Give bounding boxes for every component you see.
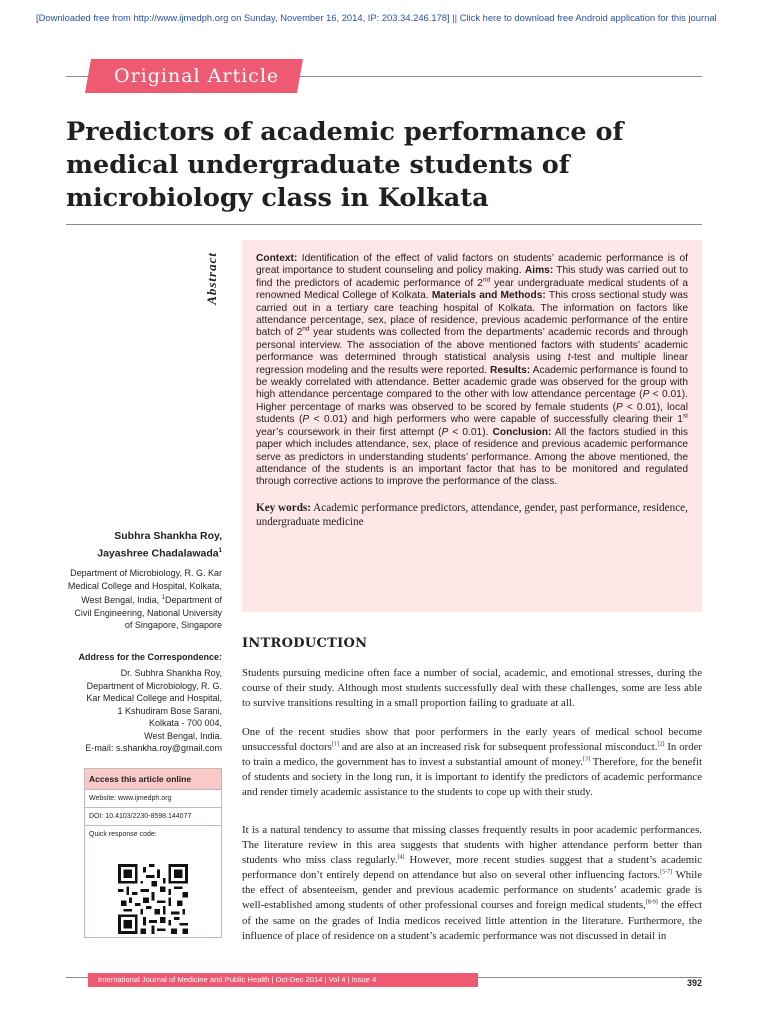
results-text-2: < 0.01). Higher percentage of marks was observed to be scored by female students ( — [256, 389, 689, 413]
introduction-heading: INTRODUCTION — [242, 636, 368, 651]
corr-line: Department of Microbiology, R. G. — [86, 680, 222, 691]
corr-line: Dr. Subhra Shankha Roy, — [120, 668, 222, 678]
qr-label: Quick response code: — [89, 831, 157, 838]
affiliation-text: Department of Microbiology, R. G. Kar Medical College and Hospital, Kolkata, West Bengal, India, — [67, 568, 222, 605]
section-tab — [85, 59, 303, 93]
aims-sup: nd — [482, 276, 491, 284]
corr-line: Kar Medical College and Hospital, — [86, 693, 222, 703]
results-text: Academic performance is found to be weakly correlated with attendance. Better academic grade was observed for the group with high attendance percentage compared to the other with low attendance percentage ( — [256, 364, 689, 401]
intro-paragraph-3 — [242, 823, 702, 944]
page-number: 392 — [686, 978, 702, 988]
corr-line: Kolkata - 700 004, — [148, 718, 222, 728]
journal-footer: International Journal of Medicine and Public Health | Oct-Dec 2014 | Vol 4 | Issue 4 — [88, 973, 478, 987]
methods-label: Materials and Methods: — [431, 290, 546, 302]
abstract-label: Abstract — [204, 252, 219, 305]
p3-text-4: the effect of the same on the grades of India medicos received little attention in the literature. Furthermore, the influence of place of residence on a student’s academic performance was not discussed in detail in — [242, 899, 702, 942]
p-italic: P — [441, 426, 449, 438]
corr-line: 1 Kshudiram Bose Sarani, — [117, 705, 222, 716]
methods-text: This cross sectional study was carried out in a tertiary care teaching hospital of Kolkata. The information on factors like attendance percentage, sex, place of residence, previous academic performance of the entire batch of 2 — [256, 290, 688, 339]
abstract-box — [242, 240, 702, 612]
article-title: Predictors of academic performance of medical undergraduate students of microbiology class in Kolkata — [66, 117, 624, 213]
results-text-5: year’s coursework in their first attempt ( — [256, 426, 442, 438]
citation-ref[interactable]: [3] — [582, 756, 590, 763]
keywords-text: Academic performance predictors, attendance, gender, past performance, residence, undergraduate medicine — [256, 501, 688, 528]
intro-paragraph-1: Students pursuing medicine often face a number of social, academic, and emotional stresses, during the course of their study. Although most students successfully deal with these challenges, some are less able to survive transitions resulting in a small proportion failing to graduate at all. — [242, 667, 702, 710]
access-heading: Access this article online — [85, 769, 221, 790]
abstract-text — [256, 253, 688, 489]
keywords-label: Key words: — [256, 501, 311, 514]
website-link[interactable]: Website: www.ijmedph.org — [85, 790, 221, 808]
affiliation-sup: 1 — [161, 595, 165, 601]
doi-link[interactable]: DOI: 10.4103/2230-8598.144077 — [85, 808, 221, 826]
p2-text-4: Therefore, for the benefit of students and society in the long run, it is important to identify the predictors of academic performance and render timely academic assistance to the students to cope up with their study. — [242, 756, 702, 799]
results-label: Results: — [490, 364, 531, 376]
results-text-4: < 0.01) and high performers who were capable of successfully clearing their 1 — [309, 414, 683, 426]
aims-text-2: year undergraduate medical students of a renowned Medical College of Kolkata. — [256, 277, 688, 302]
download-banner[interactable]: [Downloaded free from http://www.ijmedph.org on Sunday, November 16, 2014, IP: 203.34.246.178] || Click here to download free Android application for this journal — [36, 12, 717, 23]
correspondence-heading: Address for the Correspondence: — [78, 652, 222, 662]
p3-text-3: While the effect of absenteeism, gender and previous academic performance on students’ academic grade is well-established among students of other professional courses and foreign medical students, — [242, 869, 702, 912]
context-label: Context: — [256, 253, 298, 264]
t-italic: t — [567, 352, 571, 364]
p2-text: One of the recent studies show that poor performers in the early years of medical school become unsuccessful doctors — [242, 726, 702, 754]
aims-text: This study was carried out to find the predictors of academic performance of 2 — [256, 265, 688, 289]
affiliation — [66, 567, 222, 632]
affiliation-text-2: Department of Civil Engineering, National University of Singapore, Singapore — [74, 595, 222, 630]
results-text-6: < 0.01). — [448, 426, 493, 438]
results-sup: st — [682, 412, 688, 420]
citation-ref[interactable]: [8-9] — [645, 899, 658, 906]
title-rule — [66, 224, 702, 225]
context-text: Identification of the effect of valid factors on students’ academic performance is of great importance to student counseling and policy making. — [256, 253, 688, 277]
correspondence-address — [66, 667, 222, 755]
results-text-3: < 0.01), local students ( — [256, 401, 688, 426]
access-online-box — [84, 768, 222, 938]
author-2-name: Jayashree Chadalawada — [97, 547, 219, 560]
author-list — [66, 529, 222, 562]
author-1: Subhra Shankha Roy, — [114, 530, 222, 542]
conclusion-label: Conclusion: — [492, 426, 552, 438]
citation-ref[interactable]: [2] — [657, 741, 665, 748]
keywords — [256, 501, 688, 529]
p-italic: P — [615, 401, 623, 413]
methods-text-3: -test and multiple linear regression modeling and the results were reported. — [256, 352, 688, 376]
p-italic: P — [642, 389, 650, 401]
methods-text-2: year students was collected from the departments’ academic records and through personal interview. The association of the above mentioned factors with students’ academic performance was determined through statistical analysis using — [256, 327, 688, 364]
p3-text: It is a natural tendency to assume that missing classes frequently results in poor academic performances. The literature review in this area suggests that students with higher attendance perform better than students who miss class regularly. — [242, 824, 702, 867]
citation-ref[interactable]: [1] — [331, 741, 339, 748]
qr-code-icon[interactable] — [118, 864, 188, 934]
section-tab-label: Original Article — [114, 65, 280, 87]
citation-ref[interactable]: [5-7] — [660, 869, 673, 876]
p3-text-2: However, more recent studies suggest that a student’s academic performance don’t entirely depend on attendance but also on several other influencing factors. — [242, 854, 702, 882]
corr-line: West Bengal, India. — [144, 730, 222, 741]
citation-ref[interactable]: [4] — [397, 854, 405, 861]
author-2-sup: 1 — [218, 548, 222, 554]
p2-text-3: In order to train a medico, the government has to invest a substantial amount of money. — [242, 741, 702, 769]
p2-text-2: and are also at an increased risk for subsequent professional misconduct. — [338, 741, 658, 754]
methods-sup: nd — [302, 326, 310, 334]
intro-paragraph-2 — [242, 725, 702, 800]
author-2 — [66, 544, 222, 562]
corr-email[interactable]: E-mail: s.shankha.roy@gmail.com — [85, 743, 222, 753]
p-italic: P — [302, 414, 310, 426]
conclusion-text: All the factors studied in this paper which includes attendance, sex, place of residence and previous academic performance serve as predictors in understanding students’ performance. Among the above mentioned, the attendance of the students is an important factor that has to be monitored and regulated through corrective actions to improve the performance of the class. — [256, 426, 689, 488]
aims-label: Aims: — [524, 265, 554, 277]
